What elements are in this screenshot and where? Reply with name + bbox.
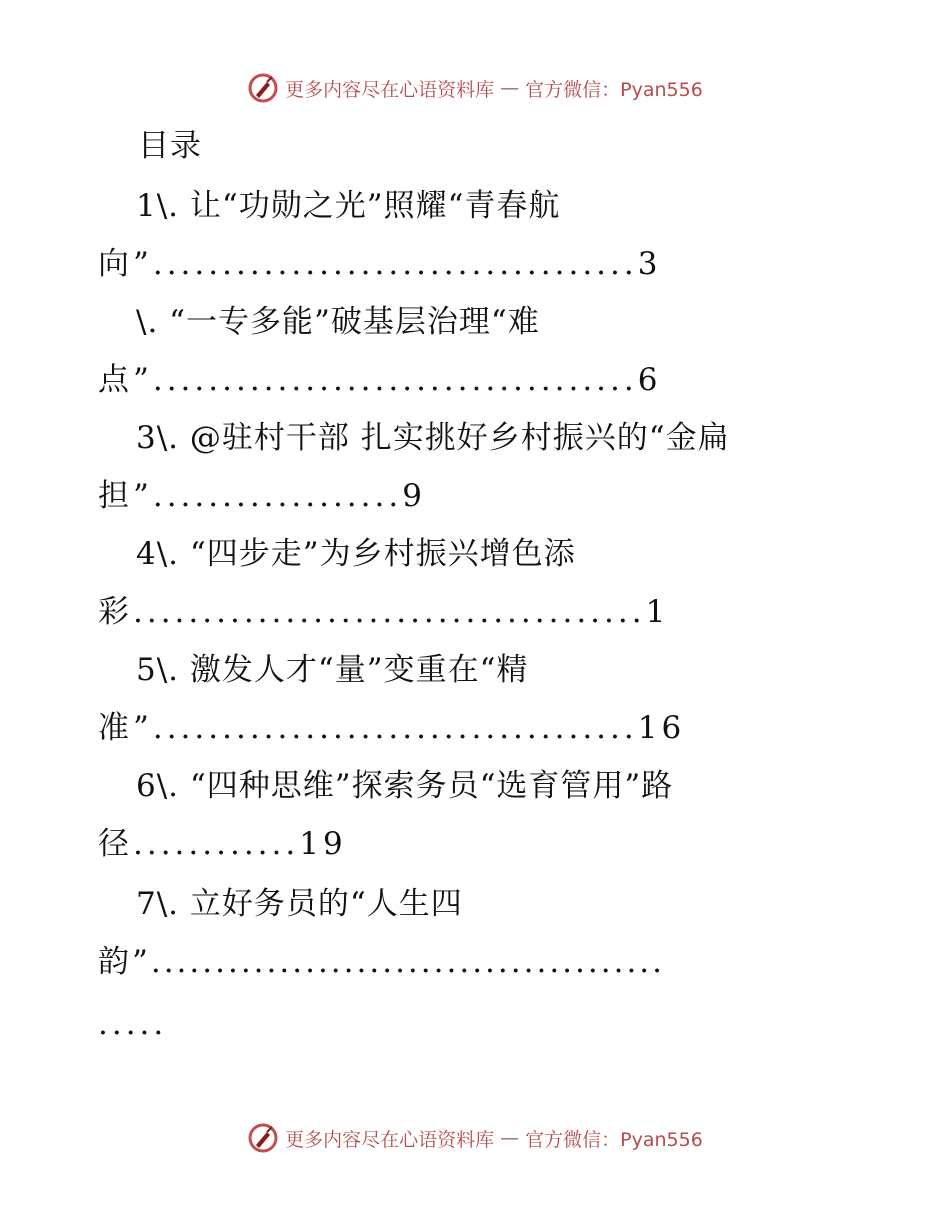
banner-text: 更多内容尽在心语资料库 xyxy=(285,78,495,101)
toc-entry-6-page[interactable]: 径............19 xyxy=(98,826,347,862)
toc-entry-3-page[interactable]: 担”..................9 xyxy=(98,478,426,514)
pen-logo-icon xyxy=(247,1122,279,1154)
banner-text: 更多内容尽在心语资料库 xyxy=(285,1128,495,1151)
toc-title: 目录 xyxy=(138,128,202,164)
toc-entry-7[interactable]: 7\. 立好务员的“人生四 xyxy=(136,886,463,922)
banner-wechat: 官方微信：Pyan556 xyxy=(525,78,703,101)
banner-wechat: 官方微信：Pyan556 xyxy=(525,1128,703,1151)
toc-entry-7-continuation: ..... xyxy=(98,1006,168,1042)
toc-entry-4-page[interactable]: 彩.....................................1 xyxy=(98,594,670,630)
banner-separator: — xyxy=(500,77,520,99)
toc-entry-2[interactable]: \. “一专多能”破基层治理“难 xyxy=(136,304,540,340)
banner-separator: — xyxy=(500,1127,520,1149)
toc-entry-3[interactable]: 3\. @驻村干部 扎实挑好乡村振兴的“金扁 xyxy=(136,420,730,456)
toc-entry-5[interactable]: 5\. 激发人才“量”变重在“精 xyxy=(136,652,529,688)
pen-logo-icon xyxy=(247,72,279,104)
toc-entry-5-page[interactable]: 准”...................................16 xyxy=(98,710,686,746)
toc-entry-1-page[interactable]: 向”...................................3 xyxy=(98,246,662,282)
toc-entry-6[interactable]: 6\. “四种思维”探索务员“选育管用”路 xyxy=(136,768,674,804)
toc-entry-4[interactable]: 4\. “四步走”为乡村振兴增色添 xyxy=(136,536,576,572)
header-banner xyxy=(0,72,950,104)
toc-entry-7-page[interactable]: 韵”........................................ xyxy=(98,944,666,980)
toc-entry-2-page[interactable]: 点”...................................6 xyxy=(98,362,662,398)
footer-banner xyxy=(0,1122,950,1154)
toc-entry-1[interactable]: 1\. 让“功勋之光”照耀“青春航 xyxy=(136,188,561,224)
